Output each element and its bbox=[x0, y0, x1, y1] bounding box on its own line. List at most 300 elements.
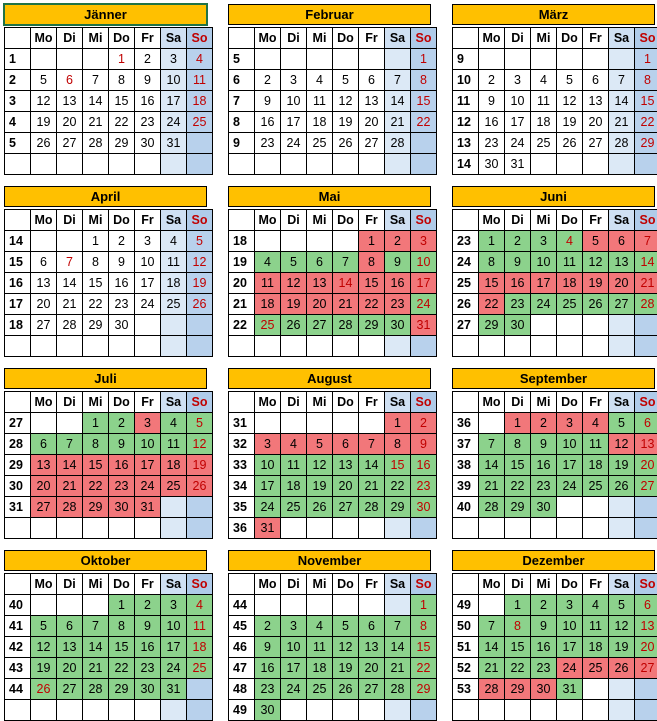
day-cell[interactable] bbox=[83, 595, 109, 616]
day-cell[interactable] bbox=[307, 154, 333, 175]
week-number-cell[interactable]: 52 bbox=[453, 658, 479, 679]
week-number-cell[interactable]: 5 bbox=[5, 133, 31, 154]
day-cell[interactable]: 7 bbox=[83, 616, 109, 637]
day-cell[interactable] bbox=[255, 336, 281, 357]
day-cell[interactable]: 5 bbox=[31, 70, 57, 91]
weekday-header[interactable]: Mi bbox=[307, 210, 333, 231]
day-cell[interactable] bbox=[531, 518, 557, 539]
day-cell[interactable]: 20 bbox=[359, 658, 385, 679]
day-cell[interactable] bbox=[635, 679, 657, 700]
weekday-header[interactable]: Mo bbox=[479, 28, 505, 49]
week-number-cell[interactable]: 17 bbox=[5, 294, 31, 315]
weekday-header[interactable]: So bbox=[635, 28, 657, 49]
day-cell[interactable]: 28 bbox=[479, 679, 505, 700]
weekday-header[interactable]: Do bbox=[109, 28, 135, 49]
weekday-header[interactable]: Fr bbox=[135, 574, 161, 595]
day-cell[interactable]: 13 bbox=[635, 616, 657, 637]
weekday-header[interactable]: Mi bbox=[307, 574, 333, 595]
day-cell[interactable] bbox=[557, 315, 583, 336]
day-cell[interactable]: 20 bbox=[333, 476, 359, 497]
weekday-header[interactable]: Fr bbox=[359, 392, 385, 413]
day-cell[interactable]: 1 bbox=[479, 231, 505, 252]
day-cell[interactable] bbox=[281, 595, 307, 616]
day-cell[interactable]: 20 bbox=[609, 273, 635, 294]
day-cell[interactable]: 6 bbox=[583, 70, 609, 91]
day-cell[interactable]: 11 bbox=[255, 273, 281, 294]
weekday-header[interactable]: Do bbox=[109, 574, 135, 595]
day-cell[interactable]: 21 bbox=[83, 112, 109, 133]
day-cell[interactable] bbox=[359, 595, 385, 616]
week-number-cell[interactable]: 36 bbox=[229, 518, 255, 539]
day-cell[interactable]: 10 bbox=[557, 434, 583, 455]
day-cell[interactable] bbox=[359, 413, 385, 434]
weekday-header[interactable]: Di bbox=[505, 28, 531, 49]
week-number-cell[interactable]: 23 bbox=[453, 231, 479, 252]
day-cell[interactable]: 24 bbox=[531, 294, 557, 315]
day-cell[interactable] bbox=[281, 336, 307, 357]
week-number-cell[interactable]: 14 bbox=[453, 154, 479, 175]
day-cell[interactable] bbox=[385, 336, 411, 357]
day-cell[interactable]: 17 bbox=[161, 637, 187, 658]
day-cell[interactable]: 18 bbox=[557, 273, 583, 294]
day-cell[interactable]: 14 bbox=[385, 637, 411, 658]
day-cell[interactable]: 12 bbox=[31, 637, 57, 658]
day-cell[interactable]: 17 bbox=[281, 658, 307, 679]
day-cell[interactable]: 13 bbox=[583, 91, 609, 112]
weekday-header[interactable]: Di bbox=[281, 574, 307, 595]
day-cell[interactable]: 3 bbox=[161, 595, 187, 616]
day-cell[interactable] bbox=[135, 154, 161, 175]
day-cell[interactable] bbox=[83, 336, 109, 357]
weekday-header[interactable]: Fr bbox=[359, 210, 385, 231]
weekday-header[interactable]: Di bbox=[281, 392, 307, 413]
day-cell[interactable]: 28 bbox=[385, 679, 411, 700]
day-cell[interactable] bbox=[505, 336, 531, 357]
day-cell[interactable]: 23 bbox=[255, 133, 281, 154]
day-cell[interactable]: 8 bbox=[83, 252, 109, 273]
weekday-header[interactable]: Fr bbox=[135, 210, 161, 231]
day-cell[interactable] bbox=[609, 518, 635, 539]
day-cell[interactable]: 24 bbox=[281, 679, 307, 700]
day-cell[interactable]: 16 bbox=[255, 658, 281, 679]
day-cell[interactable]: 3 bbox=[557, 413, 583, 434]
day-cell[interactable]: 20 bbox=[635, 637, 657, 658]
day-cell[interactable]: 14 bbox=[83, 637, 109, 658]
day-cell[interactable]: 15 bbox=[83, 455, 109, 476]
weekday-header[interactable]: So bbox=[635, 392, 657, 413]
day-cell[interactable] bbox=[635, 518, 657, 539]
day-cell[interactable]: 19 bbox=[557, 112, 583, 133]
day-cell[interactable]: 31 bbox=[161, 133, 187, 154]
weekday-header[interactable]: So bbox=[411, 28, 437, 49]
day-cell[interactable]: 7 bbox=[385, 70, 411, 91]
week-number-cell[interactable] bbox=[5, 518, 31, 539]
day-cell[interactable] bbox=[333, 595, 359, 616]
week-number-cell[interactable]: 10 bbox=[453, 70, 479, 91]
day-cell[interactable]: 19 bbox=[187, 273, 213, 294]
day-cell[interactable]: 11 bbox=[161, 434, 187, 455]
day-cell[interactable]: 21 bbox=[385, 112, 411, 133]
day-cell[interactable]: 27 bbox=[31, 315, 57, 336]
weekday-header[interactable]: So bbox=[411, 210, 437, 231]
day-cell[interactable]: 4 bbox=[187, 595, 213, 616]
day-cell[interactable]: 25 bbox=[255, 315, 281, 336]
week-number-cell[interactable]: 19 bbox=[229, 252, 255, 273]
day-cell[interactable]: 3 bbox=[557, 595, 583, 616]
day-cell[interactable]: 17 bbox=[411, 273, 437, 294]
day-cell[interactable] bbox=[83, 700, 109, 721]
day-cell[interactable]: 7 bbox=[57, 252, 83, 273]
day-cell[interactable] bbox=[187, 497, 213, 518]
day-cell[interactable]: 27 bbox=[333, 497, 359, 518]
day-cell[interactable] bbox=[359, 700, 385, 721]
day-cell[interactable]: 11 bbox=[187, 616, 213, 637]
day-cell[interactable]: 6 bbox=[609, 231, 635, 252]
day-cell[interactable]: 5 bbox=[583, 231, 609, 252]
day-cell[interactable]: 4 bbox=[531, 70, 557, 91]
day-cell[interactable] bbox=[411, 518, 437, 539]
day-cell[interactable]: 11 bbox=[307, 91, 333, 112]
weekday-header[interactable]: Do bbox=[333, 574, 359, 595]
week-number-cell[interactable]: 36 bbox=[453, 413, 479, 434]
weekday-header[interactable]: Fr bbox=[359, 28, 385, 49]
week-number-cell[interactable]: 44 bbox=[229, 595, 255, 616]
day-cell[interactable]: 25 bbox=[531, 133, 557, 154]
day-cell[interactable]: 26 bbox=[31, 679, 57, 700]
day-cell[interactable]: 27 bbox=[57, 679, 83, 700]
day-cell[interactable] bbox=[505, 49, 531, 70]
weekday-header[interactable]: So bbox=[411, 392, 437, 413]
weekday-header[interactable]: Mo bbox=[31, 210, 57, 231]
day-cell[interactable]: 27 bbox=[609, 294, 635, 315]
day-cell[interactable] bbox=[531, 336, 557, 357]
day-cell[interactable]: 29 bbox=[109, 133, 135, 154]
day-cell[interactable]: 11 bbox=[557, 252, 583, 273]
weekday-header[interactable]: Do bbox=[557, 210, 583, 231]
week-number-cell[interactable]: 14 bbox=[5, 231, 31, 252]
week-number-header[interactable] bbox=[5, 28, 31, 49]
week-number-header[interactable] bbox=[453, 28, 479, 49]
day-cell[interactable]: 2 bbox=[531, 595, 557, 616]
day-cell[interactable]: 23 bbox=[531, 476, 557, 497]
week-number-cell[interactable]: 44 bbox=[5, 679, 31, 700]
day-cell[interactable]: 25 bbox=[161, 294, 187, 315]
day-cell[interactable] bbox=[359, 49, 385, 70]
day-cell[interactable]: 30 bbox=[505, 315, 531, 336]
day-cell[interactable]: 26 bbox=[609, 476, 635, 497]
weekday-header[interactable]: Do bbox=[557, 574, 583, 595]
day-cell[interactable]: 16 bbox=[385, 273, 411, 294]
day-cell[interactable]: 27 bbox=[635, 658, 657, 679]
day-cell[interactable]: 12 bbox=[333, 637, 359, 658]
weekday-header[interactable]: Sa bbox=[385, 574, 411, 595]
day-cell[interactable]: 1 bbox=[385, 413, 411, 434]
day-cell[interactable] bbox=[135, 518, 161, 539]
day-cell[interactable]: 26 bbox=[583, 294, 609, 315]
day-cell[interactable] bbox=[109, 336, 135, 357]
day-cell[interactable] bbox=[31, 49, 57, 70]
day-cell[interactable]: 24 bbox=[161, 658, 187, 679]
day-cell[interactable]: 2 bbox=[411, 413, 437, 434]
week-number-cell[interactable] bbox=[453, 700, 479, 721]
day-cell[interactable] bbox=[609, 679, 635, 700]
day-cell[interactable]: 28 bbox=[359, 497, 385, 518]
day-cell[interactable]: 26 bbox=[333, 679, 359, 700]
day-cell[interactable]: 4 bbox=[255, 252, 281, 273]
week-number-cell[interactable]: 42 bbox=[5, 637, 31, 658]
day-cell[interactable] bbox=[31, 154, 57, 175]
day-cell[interactable]: 22 bbox=[505, 658, 531, 679]
week-number-cell[interactable]: 30 bbox=[5, 476, 31, 497]
day-cell[interactable]: 9 bbox=[479, 91, 505, 112]
day-cell[interactable]: 26 bbox=[333, 133, 359, 154]
day-cell[interactable]: 3 bbox=[255, 434, 281, 455]
week-number-cell[interactable]: 21 bbox=[229, 294, 255, 315]
day-cell[interactable]: 11 bbox=[307, 637, 333, 658]
day-cell[interactable]: 25 bbox=[557, 294, 583, 315]
day-cell[interactable] bbox=[109, 154, 135, 175]
day-cell[interactable]: 26 bbox=[557, 133, 583, 154]
week-number-cell[interactable]: 45 bbox=[229, 616, 255, 637]
day-cell[interactable]: 12 bbox=[557, 91, 583, 112]
weekday-header[interactable]: Di bbox=[57, 210, 83, 231]
day-cell[interactable]: 20 bbox=[57, 658, 83, 679]
week-number-cell[interactable]: 29 bbox=[5, 455, 31, 476]
day-cell[interactable]: 9 bbox=[531, 434, 557, 455]
day-cell[interactable]: 11 bbox=[531, 91, 557, 112]
weekday-header[interactable]: Do bbox=[333, 210, 359, 231]
day-cell[interactable]: 21 bbox=[385, 658, 411, 679]
day-cell[interactable]: 9 bbox=[109, 434, 135, 455]
week-number-cell[interactable]: 25 bbox=[453, 273, 479, 294]
weekday-header[interactable]: Di bbox=[57, 28, 83, 49]
day-cell[interactable]: 27 bbox=[583, 133, 609, 154]
day-cell[interactable]: 25 bbox=[281, 497, 307, 518]
day-cell[interactable] bbox=[187, 336, 213, 357]
day-cell[interactable]: 4 bbox=[187, 49, 213, 70]
day-cell[interactable]: 20 bbox=[31, 294, 57, 315]
day-cell[interactable]: 13 bbox=[57, 91, 83, 112]
day-cell[interactable]: 15 bbox=[635, 91, 657, 112]
month-title[interactable]: April bbox=[4, 186, 207, 207]
day-cell[interactable]: 10 bbox=[281, 91, 307, 112]
week-number-cell[interactable]: 46 bbox=[229, 637, 255, 658]
day-cell[interactable]: 13 bbox=[57, 637, 83, 658]
day-cell[interactable]: 21 bbox=[333, 294, 359, 315]
day-cell[interactable]: 27 bbox=[57, 133, 83, 154]
weekday-header[interactable]: Mo bbox=[31, 392, 57, 413]
weekday-header[interactable]: Fr bbox=[359, 574, 385, 595]
day-cell[interactable]: 27 bbox=[359, 679, 385, 700]
week-number-cell[interactable]: 24 bbox=[453, 252, 479, 273]
day-cell[interactable]: 4 bbox=[281, 434, 307, 455]
day-cell[interactable]: 13 bbox=[635, 434, 657, 455]
weekday-header[interactable]: Mi bbox=[83, 574, 109, 595]
day-cell[interactable]: 24 bbox=[135, 294, 161, 315]
day-cell[interactable]: 1 bbox=[109, 595, 135, 616]
day-cell[interactable] bbox=[57, 413, 83, 434]
day-cell[interactable] bbox=[609, 497, 635, 518]
day-cell[interactable] bbox=[359, 518, 385, 539]
weekday-header[interactable]: Mo bbox=[479, 210, 505, 231]
day-cell[interactable]: 14 bbox=[359, 455, 385, 476]
day-cell[interactable]: 28 bbox=[83, 133, 109, 154]
day-cell[interactable] bbox=[609, 700, 635, 721]
day-cell[interactable]: 23 bbox=[411, 476, 437, 497]
day-cell[interactable]: 18 bbox=[531, 112, 557, 133]
month-title[interactable]: Februar bbox=[228, 4, 431, 25]
day-cell[interactable] bbox=[557, 700, 583, 721]
day-cell[interactable]: 5 bbox=[557, 70, 583, 91]
weekday-header[interactable]: Sa bbox=[385, 28, 411, 49]
day-cell[interactable]: 12 bbox=[187, 252, 213, 273]
day-cell[interactable]: 26 bbox=[609, 658, 635, 679]
day-cell[interactable]: 8 bbox=[359, 252, 385, 273]
day-cell[interactable] bbox=[135, 336, 161, 357]
weekday-header[interactable]: Sa bbox=[161, 28, 187, 49]
day-cell[interactable]: 19 bbox=[31, 112, 57, 133]
week-number-cell[interactable]: 13 bbox=[453, 133, 479, 154]
day-cell[interactable]: 31 bbox=[557, 679, 583, 700]
day-cell[interactable]: 18 bbox=[281, 476, 307, 497]
day-cell[interactable]: 24 bbox=[281, 133, 307, 154]
day-cell[interactable]: 24 bbox=[135, 476, 161, 497]
weekday-header[interactable]: So bbox=[411, 574, 437, 595]
day-cell[interactable]: 23 bbox=[385, 294, 411, 315]
day-cell[interactable] bbox=[479, 413, 505, 434]
day-cell[interactable] bbox=[161, 497, 187, 518]
weekday-header[interactable]: Mi bbox=[531, 28, 557, 49]
day-cell[interactable] bbox=[307, 700, 333, 721]
day-cell[interactable]: 25 bbox=[161, 476, 187, 497]
day-cell[interactable]: 15 bbox=[359, 273, 385, 294]
day-cell[interactable]: 23 bbox=[135, 112, 161, 133]
day-cell[interactable]: 18 bbox=[161, 273, 187, 294]
day-cell[interactable]: 22 bbox=[385, 476, 411, 497]
day-cell[interactable]: 28 bbox=[609, 133, 635, 154]
day-cell[interactable]: 2 bbox=[479, 70, 505, 91]
day-cell[interactable]: 1 bbox=[83, 413, 109, 434]
day-cell[interactable]: 25 bbox=[307, 679, 333, 700]
day-cell[interactable]: 6 bbox=[307, 252, 333, 273]
day-cell[interactable]: 28 bbox=[385, 133, 411, 154]
day-cell[interactable]: 10 bbox=[281, 637, 307, 658]
day-cell[interactable] bbox=[281, 154, 307, 175]
week-number-cell[interactable] bbox=[453, 518, 479, 539]
day-cell[interactable]: 16 bbox=[531, 637, 557, 658]
day-cell[interactable]: 15 bbox=[411, 637, 437, 658]
day-cell[interactable] bbox=[479, 49, 505, 70]
day-cell[interactable]: 12 bbox=[281, 273, 307, 294]
day-cell[interactable] bbox=[31, 231, 57, 252]
month-title[interactable]: Jänner bbox=[4, 4, 207, 25]
day-cell[interactable]: 10 bbox=[411, 252, 437, 273]
week-number-cell[interactable]: 34 bbox=[229, 476, 255, 497]
day-cell[interactable]: 30 bbox=[109, 497, 135, 518]
day-cell[interactable]: 8 bbox=[385, 434, 411, 455]
week-number-cell[interactable]: 18 bbox=[229, 231, 255, 252]
day-cell[interactable]: 21 bbox=[479, 476, 505, 497]
day-cell[interactable]: 31 bbox=[505, 154, 531, 175]
weekday-header[interactable]: Sa bbox=[161, 574, 187, 595]
day-cell[interactable] bbox=[479, 595, 505, 616]
week-number-cell[interactable]: 31 bbox=[229, 413, 255, 434]
day-cell[interactable] bbox=[333, 49, 359, 70]
weekday-header[interactable]: Do bbox=[557, 28, 583, 49]
day-cell[interactable]: 3 bbox=[411, 231, 437, 252]
weekday-header[interactable]: So bbox=[187, 574, 213, 595]
day-cell[interactable]: 21 bbox=[83, 658, 109, 679]
day-cell[interactable]: 16 bbox=[505, 273, 531, 294]
day-cell[interactable] bbox=[479, 518, 505, 539]
day-cell[interactable] bbox=[531, 315, 557, 336]
day-cell[interactable]: 17 bbox=[505, 112, 531, 133]
day-cell[interactable] bbox=[83, 518, 109, 539]
day-cell[interactable] bbox=[135, 700, 161, 721]
week-number-cell[interactable]: 6 bbox=[229, 70, 255, 91]
day-cell[interactable]: 26 bbox=[187, 476, 213, 497]
week-number-cell[interactable]: 2 bbox=[5, 70, 31, 91]
day-cell[interactable] bbox=[187, 518, 213, 539]
week-number-cell[interactable]: 4 bbox=[5, 112, 31, 133]
day-cell[interactable]: 11 bbox=[187, 70, 213, 91]
day-cell[interactable]: 2 bbox=[109, 413, 135, 434]
day-cell[interactable] bbox=[385, 154, 411, 175]
day-cell[interactable] bbox=[583, 679, 609, 700]
day-cell[interactable]: 20 bbox=[635, 455, 657, 476]
day-cell[interactable]: 29 bbox=[505, 679, 531, 700]
day-cell[interactable] bbox=[333, 413, 359, 434]
day-cell[interactable]: 4 bbox=[307, 616, 333, 637]
day-cell[interactable]: 2 bbox=[531, 413, 557, 434]
day-cell[interactable]: 30 bbox=[411, 497, 437, 518]
day-cell[interactable] bbox=[583, 518, 609, 539]
day-cell[interactable]: 24 bbox=[557, 476, 583, 497]
week-number-cell[interactable]: 40 bbox=[5, 595, 31, 616]
day-cell[interactable] bbox=[57, 231, 83, 252]
day-cell[interactable]: 23 bbox=[109, 294, 135, 315]
day-cell[interactable]: 3 bbox=[531, 231, 557, 252]
day-cell[interactable] bbox=[333, 154, 359, 175]
day-cell[interactable]: 28 bbox=[57, 497, 83, 518]
week-number-header[interactable] bbox=[229, 210, 255, 231]
day-cell[interactable] bbox=[187, 133, 213, 154]
week-number-cell[interactable]: 47 bbox=[229, 658, 255, 679]
day-cell[interactable]: 17 bbox=[255, 476, 281, 497]
day-cell[interactable]: 28 bbox=[333, 315, 359, 336]
day-cell[interactable]: 10 bbox=[531, 252, 557, 273]
day-cell[interactable]: 16 bbox=[135, 91, 161, 112]
weekday-header[interactable]: Fr bbox=[135, 28, 161, 49]
day-cell[interactable] bbox=[359, 336, 385, 357]
weekday-header[interactable]: Di bbox=[505, 574, 531, 595]
day-cell[interactable] bbox=[255, 154, 281, 175]
day-cell[interactable]: 17 bbox=[135, 455, 161, 476]
day-cell[interactable]: 30 bbox=[385, 315, 411, 336]
day-cell[interactable]: 15 bbox=[505, 637, 531, 658]
week-number-header[interactable] bbox=[229, 392, 255, 413]
month-title[interactable]: März bbox=[452, 4, 655, 25]
day-cell[interactable]: 30 bbox=[135, 133, 161, 154]
day-cell[interactable]: 21 bbox=[635, 273, 657, 294]
week-number-cell[interactable]: 37 bbox=[453, 434, 479, 455]
day-cell[interactable] bbox=[307, 231, 333, 252]
day-cell[interactable]: 1 bbox=[83, 231, 109, 252]
day-cell[interactable]: 10 bbox=[255, 455, 281, 476]
day-cell[interactable]: 16 bbox=[531, 455, 557, 476]
day-cell[interactable] bbox=[635, 700, 657, 721]
week-number-cell[interactable]: 11 bbox=[453, 91, 479, 112]
